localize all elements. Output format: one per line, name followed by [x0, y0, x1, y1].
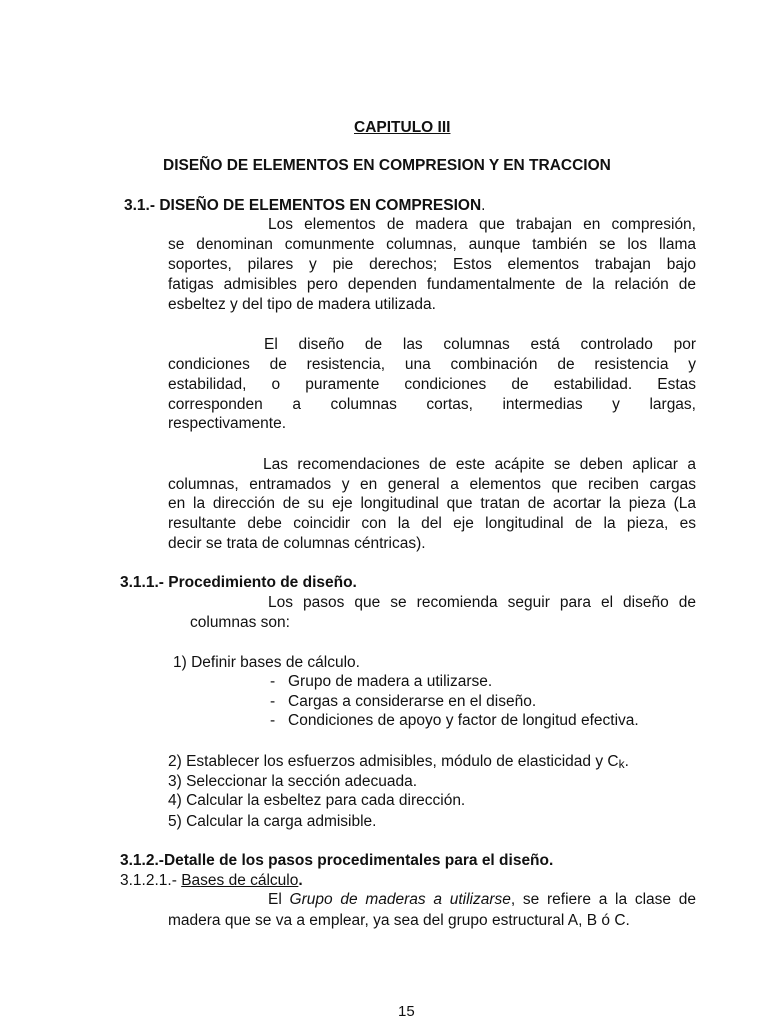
paragraph-1-line-4: fatigas admisibles pero dependen fundamentalmente de la relación de	[168, 276, 696, 293]
step-2	[168, 752, 629, 772]
dash-marker: -	[270, 673, 276, 690]
paragraph-5-line-2: madera que se va a emplear, ya sea del grupo estructural A, B ó C.	[168, 912, 630, 929]
section-3-1-heading	[124, 196, 485, 216]
step-3: 3) Seleccionar la sección adecuada.	[168, 773, 418, 790]
section-3-1-2-1-heading	[120, 871, 303, 891]
chapter-heading: CAPITULO III	[354, 119, 451, 136]
section-number: 3.1.-	[124, 197, 160, 214]
bullet-text: Cargas a considerarse en el diseño.	[288, 693, 537, 710]
paragraph-5-lead: El	[268, 891, 290, 908]
paragraph-5-tail: , se refiere a la clase de	[510, 891, 696, 908]
chapter-title: DISEÑO DE ELEMENTOS EN COMPRESION Y EN TRACCION	[163, 157, 611, 174]
paragraph-1-line-5: esbeltez y del tipo de madera utilizada.	[168, 296, 436, 313]
step-5: 5) Calcular la carga admisible.	[168, 813, 377, 830]
bullet-text: Condiciones de apoyo y factor de longitud efectiva.	[288, 712, 639, 729]
section-title: DISEÑO DE ELEMENTOS EN COMPRESION	[159, 197, 482, 214]
dash-marker: -	[270, 712, 276, 729]
paragraph-1-line-1: Los elementos de madera que trabajan en compresión,	[268, 216, 696, 233]
paragraph-2-line-4: corresponden a columnas cortas, intermedias y largas,	[168, 396, 696, 413]
subsection-title: Bases de cálculo	[181, 872, 299, 889]
paragraph-3-line-5: decir se trata de columnas céntricas).	[168, 535, 426, 552]
subsection-number: 3.1.2.1.-	[120, 872, 182, 889]
paragraph-3-line-3: en la dirección de su eje longitudinal que tratan de acortar la pieza (La	[168, 495, 696, 512]
paragraph-1-line-2: se denominan comunmente columnas, aunque también se los llama	[168, 236, 696, 253]
step-1-bullet-1	[270, 672, 493, 692]
dash-marker: -	[270, 693, 276, 710]
step-1-bullet-2	[270, 692, 537, 712]
step-2-text: 2) Establecer los esfuerzos admisibles, módulo de elasticidad y C	[168, 753, 619, 770]
step-1: 1) Definir bases de cálculo.	[173, 654, 360, 671]
paragraph-1-line-3: soportes, pilares y pie derechos; Estos elementos trabajan bajo	[168, 256, 696, 273]
paragraph-3-line-1: Las recomendaciones de este acápite se deben aplicar a	[263, 456, 696, 473]
paragraph-2-line-1: El diseño de las columnas está controlado por	[264, 336, 696, 353]
step-2-end: .	[624, 753, 629, 770]
paragraph-3-line-2: columnas, entramados y en general a elementos que reciben cargas	[168, 476, 696, 493]
bullet-text: Grupo de madera a utilizarse.	[288, 673, 493, 690]
paragraph-5-line-1	[268, 890, 696, 910]
step-1-bullet-3	[270, 711, 639, 731]
page-number: 15	[398, 1003, 415, 1020]
step-4: 4) Calcular la esbeltez para cada dirección.	[168, 792, 466, 809]
paragraph-5-italic-term: Grupo de maderas a utilizarse	[289, 891, 511, 908]
paragraph-2-line-5: respectivamente.	[168, 415, 287, 432]
subsection-dot: .	[298, 872, 303, 889]
section-3-1-1-heading: 3.1.1.- Procedimiento de diseño.	[120, 574, 357, 591]
step-2-subscript: k	[618, 757, 625, 771]
paragraph-3-line-4: resultante debe coincidir con la del eje longitudinal de la pieza, es	[168, 515, 696, 532]
section-3-1-2-heading: 3.1.2.-Detalle de los pasos procedimentales para el diseño.	[120, 852, 554, 869]
paragraph-4-line-1: Los pasos que se recomienda seguir para el diseño de	[268, 594, 696, 611]
paragraph-4-line-2: columnas son:	[190, 614, 290, 631]
section-dot: .	[481, 197, 486, 214]
paragraph-2-line-2: condiciones de resistencia, una combinación de resistencia y	[168, 356, 696, 373]
paragraph-2-line-3: estabilidad, o puramente condiciones de estabilidad. Estas	[168, 376, 696, 393]
